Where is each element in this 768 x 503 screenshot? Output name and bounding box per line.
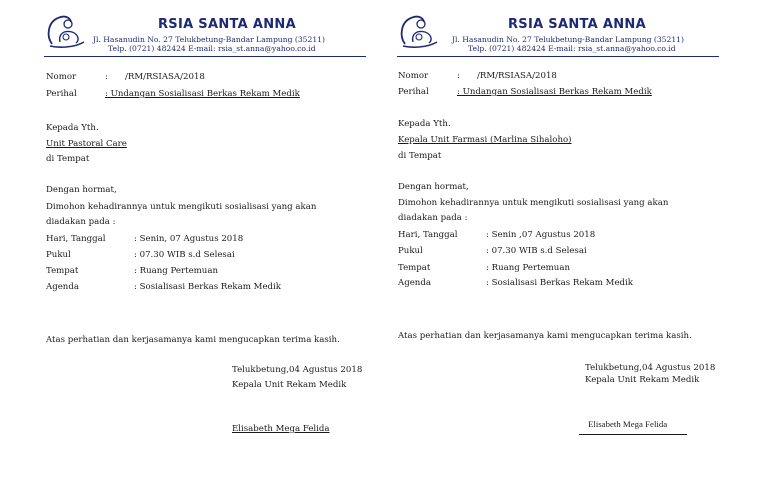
nomor-label: Nomor (46, 72, 77, 82)
hospital-contact: Telp. (0721) 482424 E-mail: rsia_st.anna@yahoo.co.id (468, 44, 676, 53)
detail-label: Tempat (46, 266, 79, 276)
nomor-separator: : (105, 72, 108, 82)
detail-label: Tempat (398, 263, 431, 273)
mother-child-logo-icon (44, 12, 90, 50)
recipient: Kepala Unit Farmasi (Marlina Sihaloho) (398, 135, 572, 145)
detail-value: : 07.30 WIB s.d Selesai (134, 250, 235, 260)
body-line-1: Dimohon kehadirannya untuk mengikuti sosialisasi yang akan (46, 202, 317, 212)
closing-text: Atas perhatian dan kerjasamanya kami mengucapkan terima kasih. (46, 335, 340, 345)
perihal-value: : Undangan Sosialisasi Berkas Rekam Medik (457, 87, 652, 97)
detail-value: : Sosialisasi Berkas Rekam Medik (134, 282, 281, 292)
place-date: Telukbetung,04 Agustus 2018 (232, 365, 363, 375)
header-divider (397, 56, 719, 57)
detail-label: Pukul (46, 250, 71, 260)
perihal-label: Perihal (398, 87, 429, 97)
detail-value: : Sosialisasi Berkas Rekam Medik (486, 278, 633, 288)
hospital-name: RSIA SANTA ANNA (158, 17, 296, 32)
nomor-label: Nomor (398, 71, 429, 81)
closing-text: Atas perhatian dan kerjasamanya kami mengucapkan terima kasih. (398, 331, 692, 341)
nomor-value: /RM/RSIASA/2018 (125, 72, 205, 82)
greeting: Dengan hormat, (46, 185, 117, 195)
detail-label: Pukul (398, 246, 423, 256)
hospital-address: Jl. Hasanudin No. 27 Telukbetung-Bandar Lampung (35211) (452, 35, 684, 44)
perihal-value: : Undangan Sosialisasi Berkas Rekam Medik (105, 89, 300, 99)
signer-title: Kepala Unit Rekam Medik (232, 380, 347, 390)
hospital-name: RSIA SANTA ANNA (508, 17, 646, 32)
perihal-label: Perihal (46, 89, 77, 99)
nomor-separator: : (457, 71, 460, 81)
hospital-address: Jl. Hasanudin No. 27 Telukbetung-Bandar Lampung (35211) (93, 35, 325, 44)
detail-value: : 07.30 WIB s.d Selesai (486, 246, 587, 256)
detail-label: Agenda (46, 282, 79, 292)
signer-name: Elisabeth Mega Felida (232, 424, 330, 434)
detail-value: : Ruang Pertemuan (486, 263, 570, 273)
body-line-2: diadakan pada : (46, 217, 116, 227)
invitation-letter-left (0, 0, 380, 503)
di-tempat: di Tempat (398, 151, 442, 161)
greeting: Dengan hormat, (398, 182, 469, 192)
detail-label: Agenda (398, 278, 431, 288)
signer-name: Elisabeth Mega Felida (588, 419, 668, 429)
kepada-yth: Kepada Yth. (46, 123, 99, 133)
invitation-letter-right (384, 0, 764, 503)
nomor-value: /RM/RSIASA/2018 (477, 71, 557, 81)
detail-value: : Ruang Pertemuan (134, 266, 218, 276)
signer-title: Kepala Unit Rekam Medik (585, 375, 700, 385)
kepada-yth: Kepada Yth. (398, 119, 451, 129)
signature-line (579, 434, 687, 435)
detail-value: : Senin, 07 Agustus 2018 (134, 234, 244, 244)
di-tempat: di Tempat (46, 154, 90, 164)
mother-child-logo-icon (397, 12, 443, 50)
detail-label: Hari, Tanggal (398, 230, 458, 240)
body-line-1: Dimohon kehadirannya untuk mengikuti sosialisasi yang akan (398, 198, 669, 208)
header-divider (44, 56, 366, 57)
body-line-2: diadakan pada : (398, 213, 468, 223)
recipient: Unit Pastoral Care (46, 139, 127, 149)
detail-value: : Senin ,07 Agustus 2018 (486, 230, 596, 240)
detail-label: Hari, Tanggal (46, 234, 106, 244)
place-date: Telukbetung,04 Agustus 2018 (585, 363, 716, 373)
hospital-contact: Telp. (0721) 482424 E-mail: rsia_st.anna@yahoo.co.id (108, 44, 316, 53)
